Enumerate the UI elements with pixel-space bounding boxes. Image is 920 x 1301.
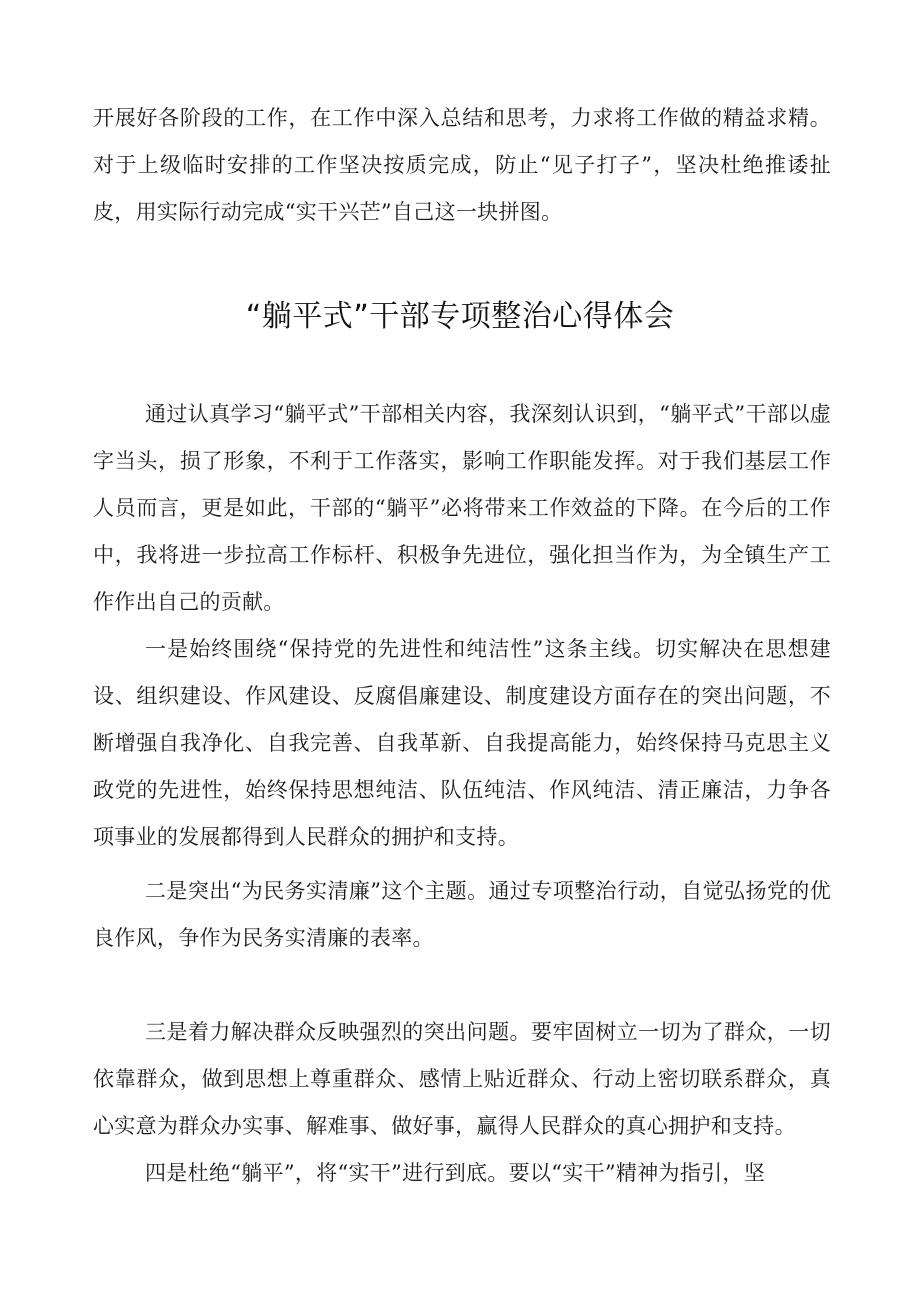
body-paragraph-5: 四是杜绝“躺平”，将“实干”进行到底。要以“实干”精神为指引，坚 [145,1161,766,1185]
document-title: “躺平式”干部专项整治心得体会 [245,299,675,334]
body-paragraph-4: 三是着力解决群众反映强烈的突出问题。要牢固树立一切为了群众，一切依靠群众，做到思想上尊重群众、感情上贴近群众、行动上密切联系群众，真心实意为群众办实事、解难事、做好事，赢得人民群众的真心拥护和支持。 [93,1020,831,1138]
intro-paragraph: 开展好各阶段的工作，在工作中深入总结和思考，力求将工作做的精益求精。对于上级临时安排的工作坚决按质完成，防止“见子打子”，坚决杜绝推诿扯皮，用实际行动完成“实干兴芒”自己这一块拼图。 [93,106,831,224]
body-paragraph-3: 二是突出“为民务实清廉”这个主题。通过专项整治行动，自觉弘扬党的优良作风，争作为民务实清廉的表率。 [93,879,831,950]
body-paragraph-1: 通过认真学习“躺平式”干部相关内容，我深刻认识到，“躺平式”干部以虚字当头，损了形象，不利于工作落实，影响工作职能发挥。对于我们基层工作人员而言，更是如此，干部的“躺平”必将带来工作效益的下降。在今后的工作中，我将进一步拉高工作标杆、积极争先进位，强化担当作为，为全镇生产工作作出自己的贡献。 [93,402,831,614]
body-paragraph-2: 一是始终围绕“保持党的先进性和纯洁性”这条主线。切实解决在思想建设、组织建设、作风建设、反腐倡廉建设、制度建设方面存在的突出问题，不断增强自我净化、自我完善、自我革新、自我提高能力，始终保持马克思主义政党的先进性，始终保持思想纯洁、队伍纯洁、作风纯洁、清正廉洁，力争各项事业的发展都得到人民群众的拥护和支持。 [93,637,831,849]
